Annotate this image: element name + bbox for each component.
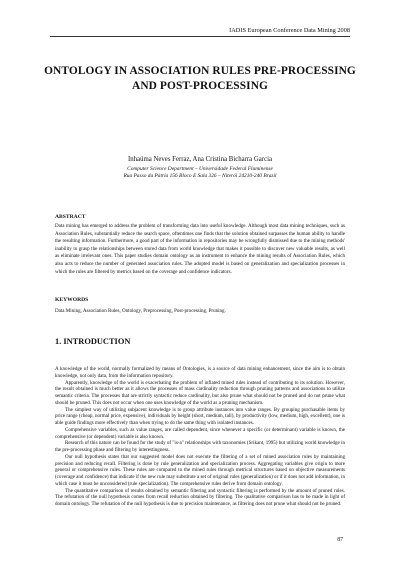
intro-paragraph: A knowledge of the world, normally formalized by means of Ontologies, is a source of data mining enhancement, since the aim is to obtain knowledge, not only data, from the information repository.	[55, 366, 345, 379]
abstract-text: Data mining has emerged to address the problem of transforming data into useful knowledge. Although most data mining techniques, such as Association Rules, substantially reduce the search space, oftentimes one finds that the solution obtained surpasses the human ability to handle the resulting information. Furthermore, a good part of the information in repositories may be wrongfully dismissed due to the mining methods' inability to grasp the relationships between stored data from world knowledge that makes it possible to discover new valuable results, as well as eliminate irrelevant ones. This paper studies domain ontology as an instrument to enhance the mining results of Association Rules, which also acts to reduce the number of generated association rules. The adopted model is based on generalization and specialization processes in which the rules are filtered by metrics based on the coverage and confidence indicators.	[55, 223, 345, 275]
abstract-heading: ABSTRACT	[55, 214, 86, 220]
affiliation-institution: Computer Science Department – Universidade Federal Fluminense	[127, 166, 273, 172]
authors: Inhaúma Neves Ferraz, Ana Cristina Bicharra Garcia	[128, 156, 272, 163]
page-number: 87	[337, 537, 343, 543]
intro-paragraph: The simplest way of utilizing subjacent knowledge is to group attribute instances into value ranges. By grouping purchasable items by price range (cheap, normal price, expensive), individuals by height (short, medium, tall), by productivity (low, medium, high, excellent), one is able guide findings more effectively than when trying to do the same thing with isolated instances.	[55, 406, 345, 426]
running-head: IADIS European Conference Data Mining 2008	[229, 27, 350, 34]
introduction-heading: 1. INTRODUCTION	[55, 337, 131, 346]
affiliation-address: Rua Passo da Pátria 156 Bloco E Sala 326 – Niterói 24210-240 Brazil	[123, 173, 277, 180]
intro-paragraph: Our null hypothesis states that our suggested model does not execute the filtering of a set of mined association rules by maintaining precision and reducing recall. Filtering is done by rule generalization and specialization process. Aggregating variables give origin to more general or comprehensive rules. These rules are compared to the mined rules through metrical structures based on objective measurements (coverage and confidence) that indicate if the new rule may substitute a set of original rules (generalization) or if it does not add information, in which case it must be unconsidered (rule specialization). The comprehensive rules derive from domain ontology.	[55, 453, 345, 487]
intro-paragraph: Comprehensive variables, such as value ranges, are called dependent, since whenever a specific (or determinant) variable is known, the comprehensive (or dependent) variable is also known.	[55, 426, 345, 440]
header-rule	[50, 36, 350, 37]
affiliation	[40, 166, 360, 181]
intro-paragraph: The quantitative comparison of results obtained by semantic filtering and syntactic filtering is performed by the amount of pruned rules. The refutation of the null hypothesis comes from recall reduction obtained by filtering. The qualitative comparison has to be made in light of domain ontology. The refutation of the null hypothesis is due to precision maintenance, as filtering does not prune what should not be pruned.	[55, 487, 345, 507]
keywords-heading: KEYWORDS	[55, 297, 89, 303]
keywords-text: Data Mining, Association Rules, Ontology, Preprocessing, Post-processing, Pruning.	[55, 308, 226, 314]
introduction-body	[55, 366, 345, 508]
title-line-2: AND POST-PROCESSING	[132, 80, 268, 92]
title-line-1: ONTOLOGY IN ASSOCIATION RULES PRE-PROCESSING	[44, 65, 356, 77]
intro-paragraph: Apparently, knowledge of the world is exacerbating the problem of inflated mined rules instead of contributing to its solution. However, the result obtained is much better as it allows the processes of mass cardinality reduction through pruning patterns and associations to utilize semantic criteria. The processes that are strictly syntactic reduce cardinality, but also prune what should not be pruned and do not prune what should be pruned. This does not occur when one uses knowledge of the world as a pruning mechanism.	[55, 379, 345, 406]
intro-paragraph: Research of this nature can be found for the study of "is-a" relationships with taxonomies (Srikant, 1995) but utilizing world knowledge in the pre-processing phase and filtering by interestingness.	[55, 440, 345, 453]
paper-title	[40, 64, 360, 94]
